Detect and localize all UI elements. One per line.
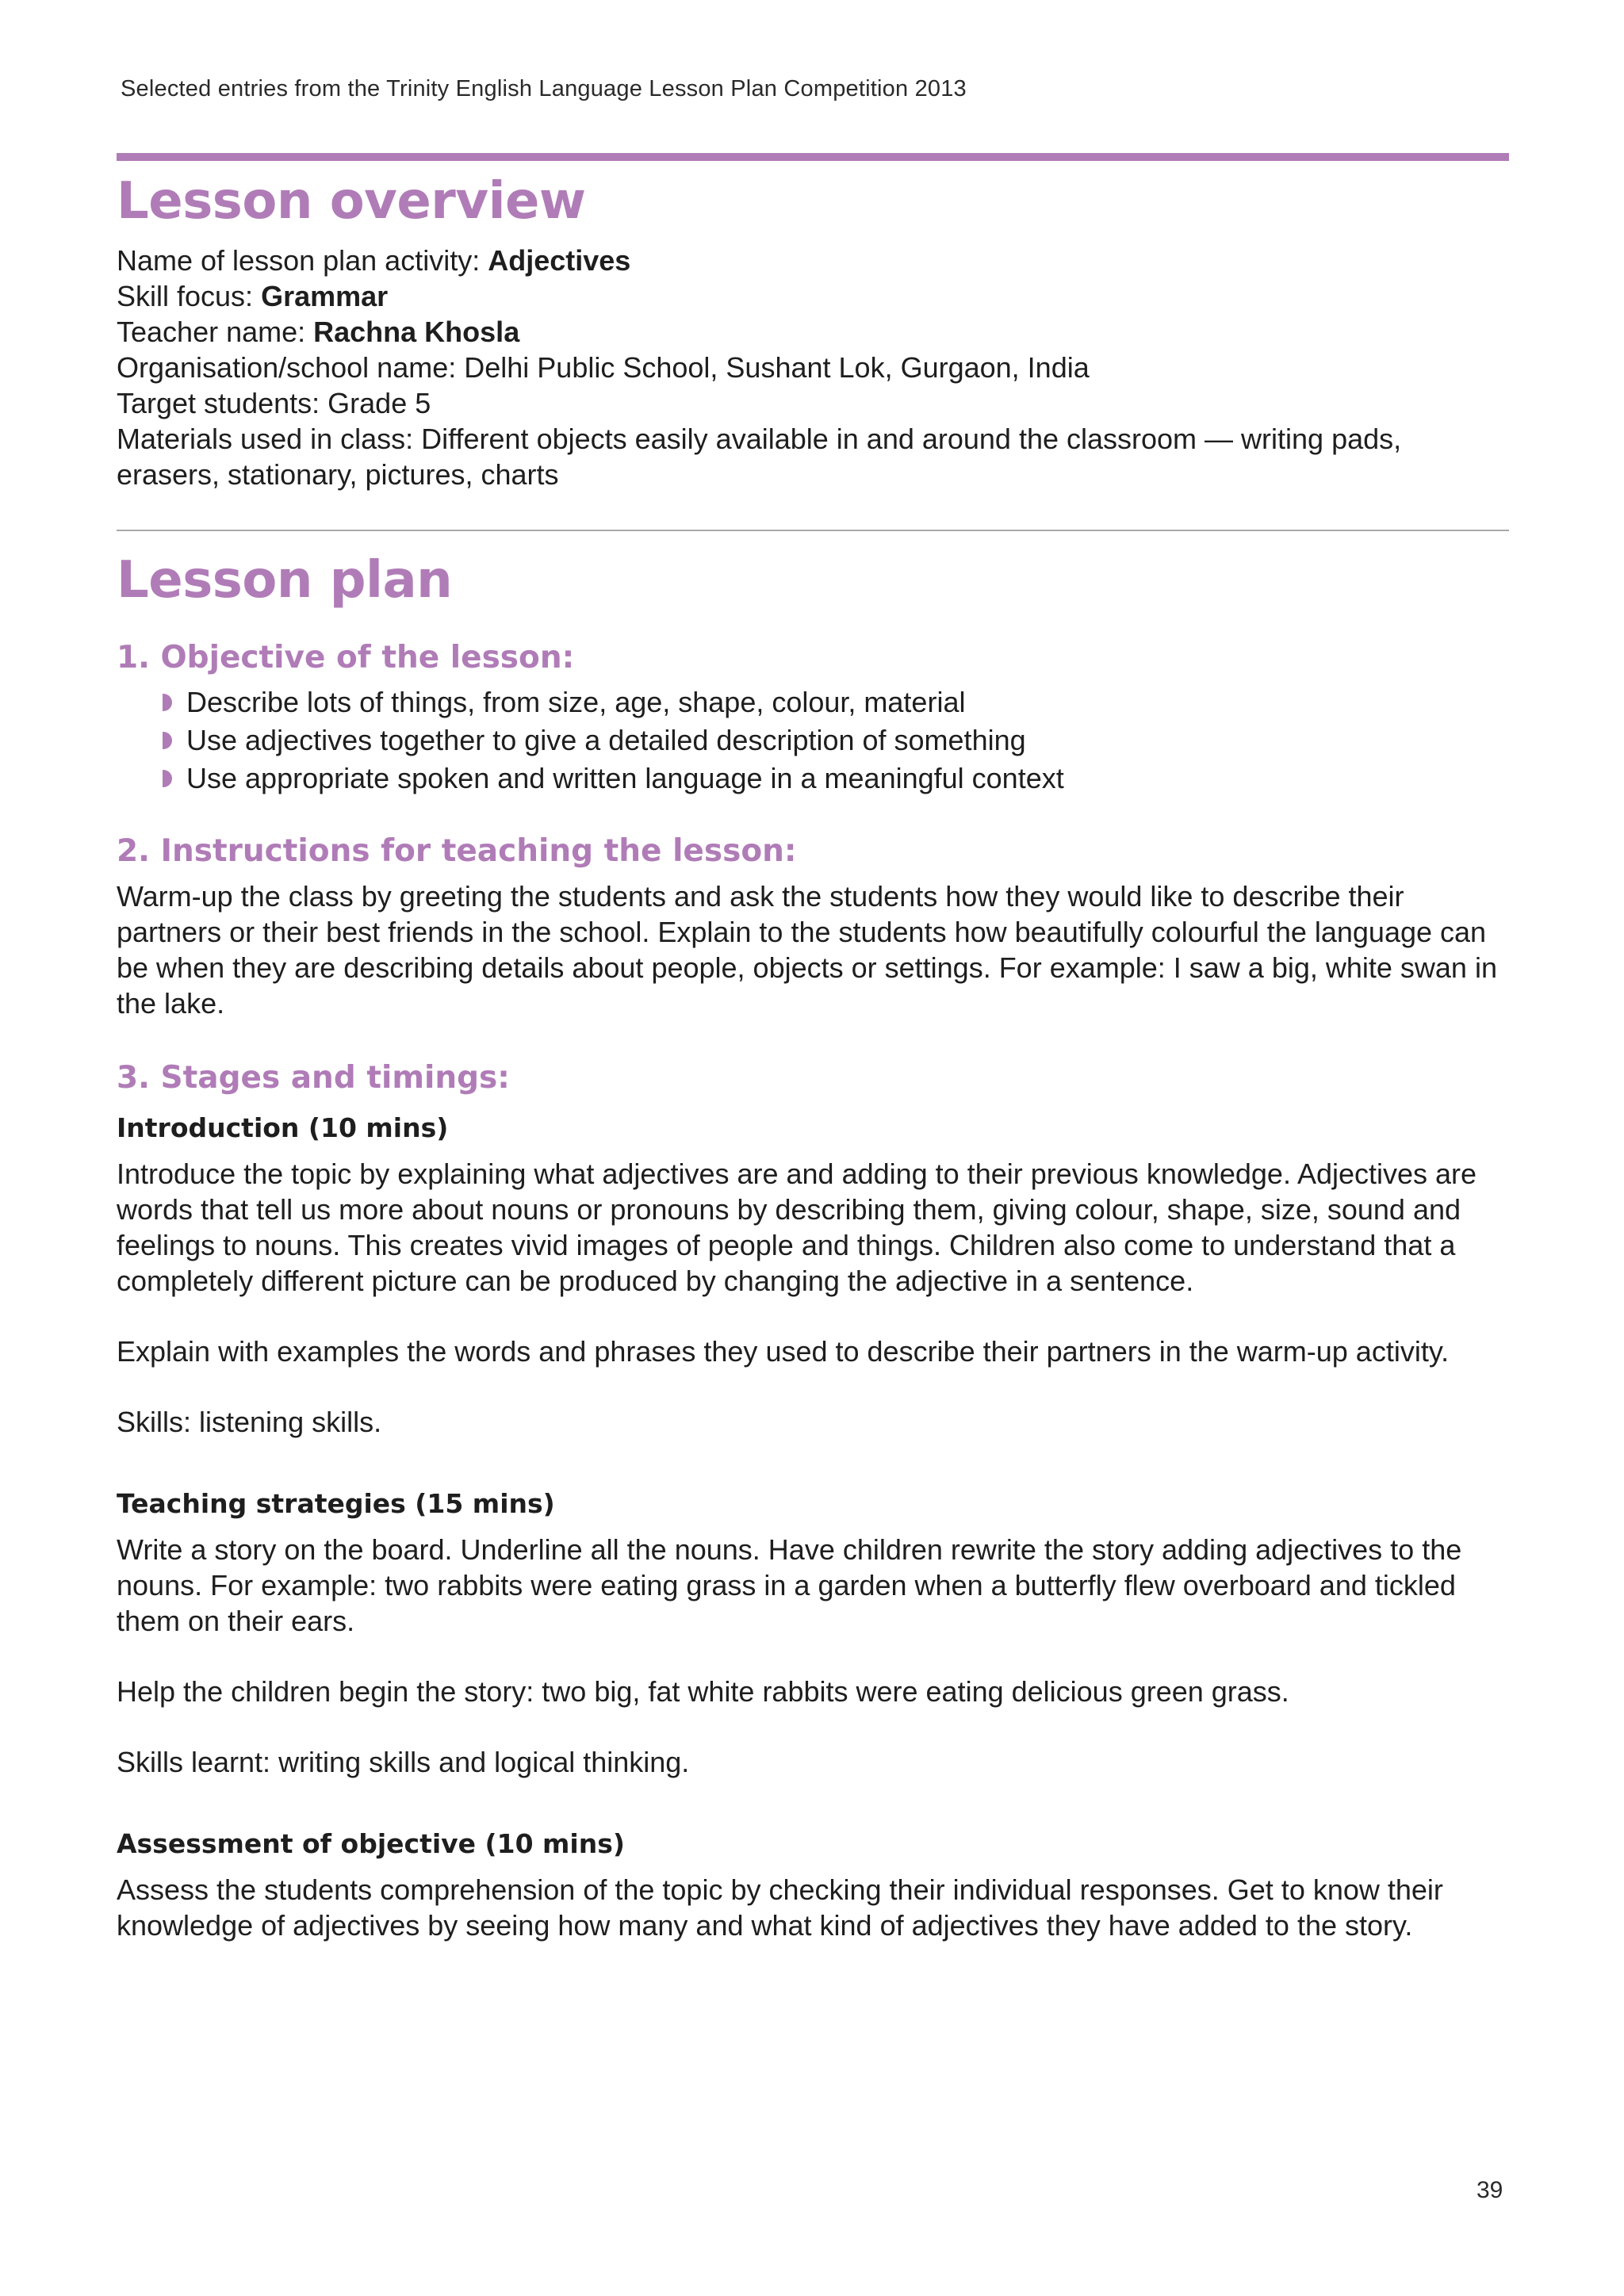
top-rule [117, 153, 1509, 161]
overview-field-activity [117, 243, 1512, 278]
half-circle-bullet-icon [163, 770, 172, 787]
list-item-text: Use adjectives together to give a detailed description of something [186, 724, 1026, 756]
instructions-heading: 2. Instructions for teaching the lesson: [117, 833, 797, 869]
introduction-skills: Skills: listening skills. [117, 1406, 382, 1438]
half-circle-bullet-icon [163, 694, 172, 711]
introduction-paragraph: Explain with examples the words and phrases they used to describe their partners in the warm-up activity. [117, 1335, 1450, 1368]
objective-heading: 1. Objective of the lesson: [117, 640, 575, 675]
field-value: Different objects easily available in and around the classroom — writing pads, erasers, stationary, pictures, charts [117, 423, 1402, 491]
field-value: Grade 5 [327, 387, 431, 419]
field-label: Target students: [117, 387, 328, 419]
field-label: Teacher name: [117, 316, 314, 348]
running-header: Selected entries from the Trinity English Language Lesson Plan Competition 2013 [121, 76, 967, 101]
teaching-paragraph: Write a story on the board. Underline all the nouns. Have children rewrite the story adding adjectives to the nouns. For example: two rabbits were eating grass in a garden when a butterfly flew overboard and tickled them on their ears. [117, 1533, 1462, 1637]
overview-field-school [117, 350, 1512, 385]
page-number: 39 [1477, 2177, 1503, 2203]
lesson-overview-title: Lesson overview [117, 172, 586, 231]
list-item-text: Describe lots of things, from size, age, shape, colour, material [186, 686, 966, 718]
assessment-heading: Assessment of objective (10 mins) [117, 1828, 625, 1859]
introduction-paragraph: Introduce the topic by explaining what adjectives are and adding to their previous knowledge. Adjectives are words that tell us more about nouns or pronouns by describing them, giving colour, shape, size, sound and feelings to nouns. This creates vivid images of people and things. Children also come to understand that a completely different picture can be produced by changing the adjective in a sentence. [117, 1158, 1477, 1297]
teaching-paragraph: Help the children begin the story: two big, fat white rabbits were eating delicious green grass. [117, 1675, 1289, 1708]
assessment-paragraph: Assess the students comprehension of the topic by checking their individual responses. Get to know their knowledge of adjectives by seeing how many and what kind of adjectives they have added to the story. [117, 1873, 1443, 1942]
list-item [163, 721, 1512, 760]
objective-list [117, 683, 1512, 798]
field-value: Rachna Khosla [313, 316, 520, 348]
teaching-strategies-heading: Teaching strategies (15 mins) [117, 1488, 555, 1519]
field-value: Delhi Public School, Sushant Lok, Gurgaon, India [464, 351, 1090, 384]
lesson-plan-title: Lesson plan [117, 551, 453, 610]
half-circle-bullet-icon [163, 732, 172, 749]
stages-heading: 3. Stages and timings: [117, 1060, 510, 1096]
list-item [163, 683, 1512, 721]
field-label: Skill focus: [117, 280, 262, 312]
overview-field-materials [117, 421, 1512, 492]
field-label: Organisation/school name: [117, 351, 465, 384]
section-divider [117, 530, 1509, 531]
overview-field-teacher [117, 314, 1512, 350]
field-label: Materials used in class: [117, 423, 422, 455]
field-value: Grammar [261, 280, 389, 312]
field-label: Name of lesson plan activity: [117, 244, 488, 277]
field-value: Adjectives [488, 244, 631, 277]
content [117, 166, 1512, 1943]
introduction-heading: Introduction (10 mins) [117, 1112, 449, 1143]
list-item-text: Use appropriate spoken and written language in a meaningful context [186, 762, 1064, 794]
instructions-text: Warm-up the class by greeting the students and ask the students how they would like to describe their partners or their best friends in the school. Explain to the students how beautifully colourful the language can be when they are describing details about people, objects or settings. For example: I saw a big, white swan in the lake. [117, 880, 1497, 1020]
overview-field-skill [117, 278, 1512, 314]
overview-fields [117, 243, 1512, 492]
list-item [163, 760, 1512, 798]
overview-field-target [117, 385, 1512, 421]
teaching-skills: Skills learnt: writing skills and logical thinking. [117, 1746, 690, 1778]
